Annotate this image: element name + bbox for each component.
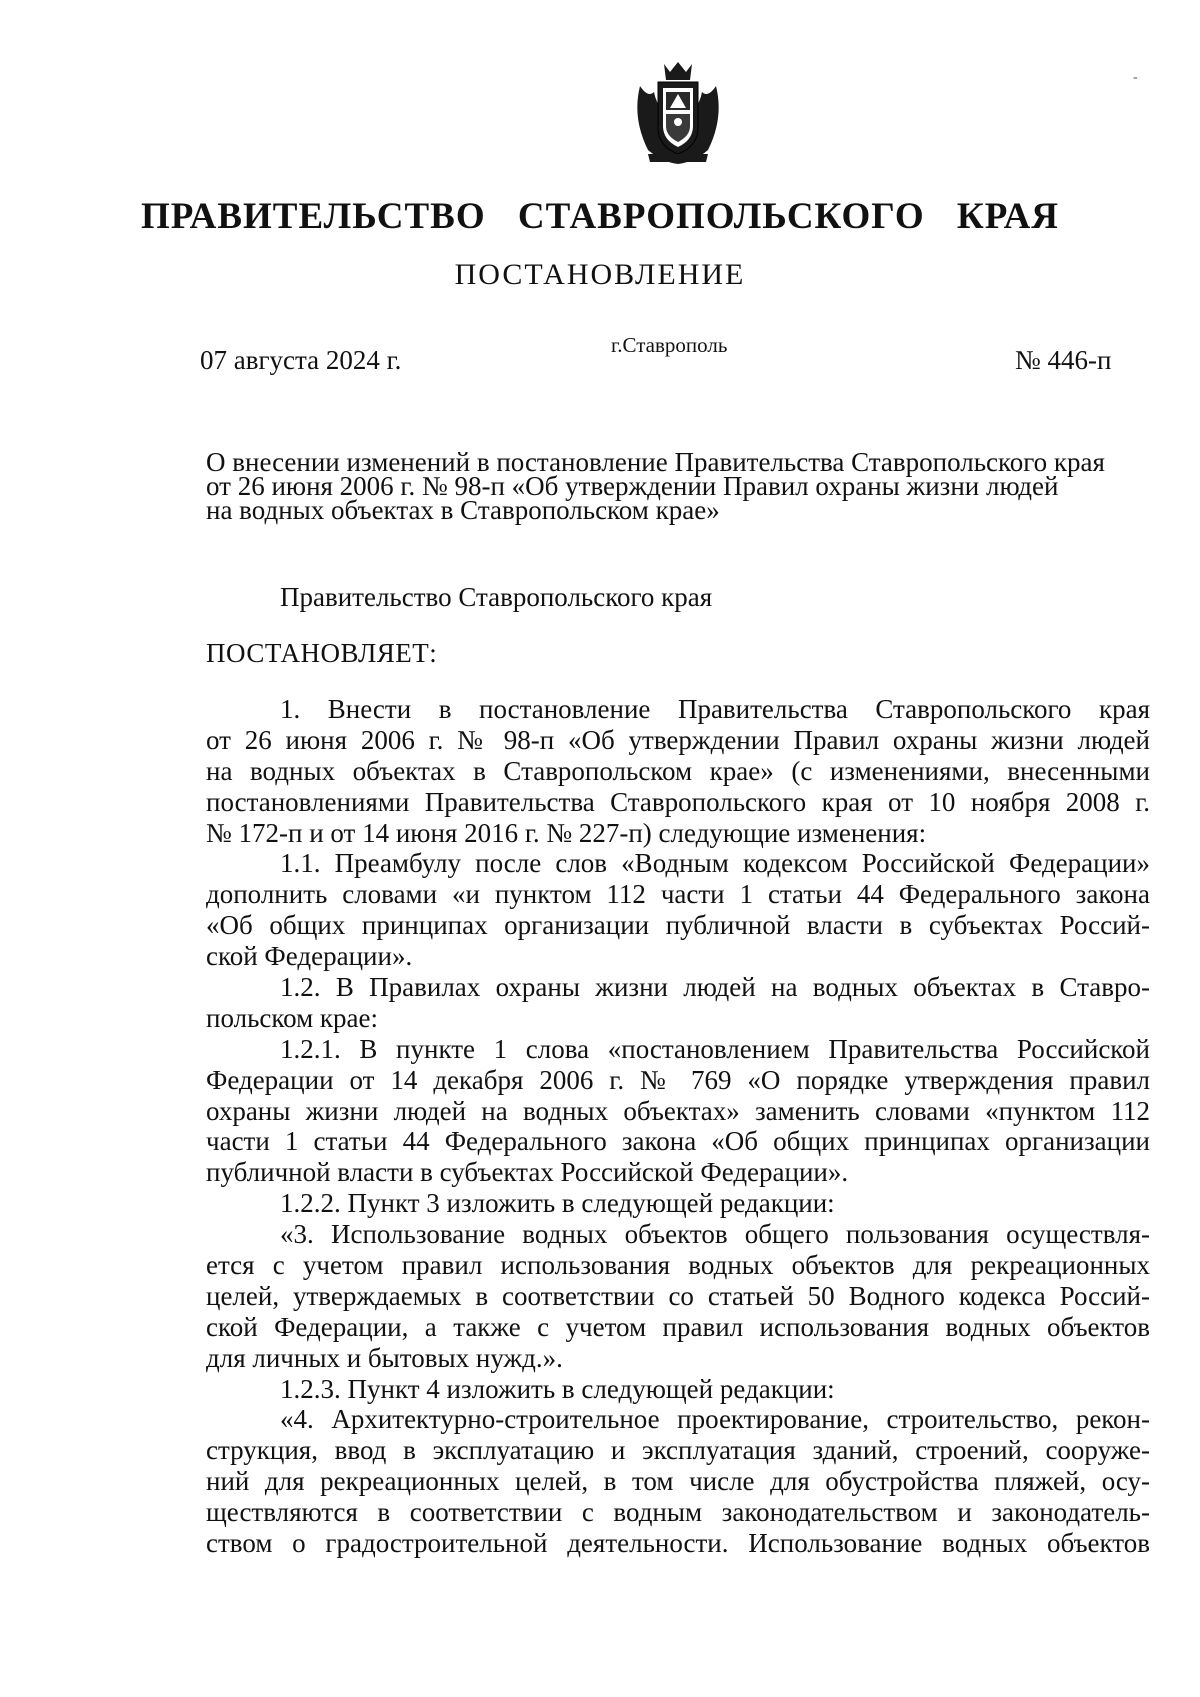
resolves-heading: ПОСТАНОВЛЯЕТ: [206, 638, 438, 668]
body-line: 1.2.2. Пункт 3 изложить в следующей редакции: [280, 1188, 835, 1219]
page-mark: - [1133, 70, 1138, 85]
body-line: публичной власти в субъектах Российской Федерации». [206, 1157, 849, 1188]
body-line: ществляются в соответствии с водным законодательством и законодатель- [206, 1497, 1150, 1528]
doc-city: г.Ставрополь [611, 333, 728, 357]
doc-type: ПОСТАНОВЛЕНИЕ [454, 258, 746, 291]
coat-of-arms-icon [628, 58, 728, 168]
body-line: 1.2.3. Пункт 4 изложить в следующей редакции: [280, 1373, 835, 1404]
subject-line: от 26 июня 2006 г. № 98-п «Об утверждении Правил охраны жизни людей [206, 471, 1059, 501]
body-line: 1.2. В Правилах охраны жизни людей на водных объектах в Ставро- [280, 972, 1150, 1003]
body-line: 1.2.1. В пункте 1 слова «постановлением Правительства Российской [280, 1033, 1150, 1064]
body-line: ством о градостроительной деятельности. Использование водных объектов [206, 1528, 1150, 1559]
body-line: «Об общих принципах организации публичной власти в субъектах Россий- [206, 910, 1150, 941]
body-line: 1. Внести в постановление Правительства Ставропольского края [280, 694, 1150, 724]
body-line: ется с учетом правил использования водных объектов для рекреационных [206, 1250, 1150, 1281]
doc-number: № 446-п [1015, 345, 1112, 375]
body-line: для личных и бытовых нужд.». [206, 1342, 563, 1373]
body-line: целей, утверждаемых в соответствии со статьей 50 Водного кодекса Россий- [206, 1280, 1150, 1311]
body-line: струкция, ввод в эксплуатацию и эксплуатация зданий, строений, сооруже- [206, 1435, 1150, 1466]
body-line: части 1 статьи 44 Федерального закона «Об общих принципах организации [206, 1126, 1150, 1157]
body-line: польском крае: [206, 1002, 379, 1033]
body-line: «4. Архитектурно-строительное проектирование, строительство, рекон- [280, 1404, 1150, 1435]
preamble: Правительство Ставропольского края [280, 582, 713, 612]
body-line: ний для рекреационных целей, в том числе для обустройства пляжей, осу- [206, 1466, 1150, 1497]
body-line: на водных объектах в Ставропольском крае» (с изменениями, внесенными [206, 755, 1150, 786]
body-line: охраны жизни людей на водных объектах» заменить словами «пунктом 112 [206, 1095, 1150, 1126]
body-line: Федерации от 14 декабря 2006 г. № 769 «О порядке утверждения правил [206, 1064, 1150, 1095]
body-line: ской Федерации». [206, 941, 413, 972]
body-line: «3. Использование водных объектов общего пользования осуществля- [280, 1219, 1150, 1250]
subject-line: О внесении изменений в постановление Правительства Ставропольского края [206, 447, 1105, 477]
doc-date: 07 августа 2024 г. [200, 345, 402, 375]
subject-line: на водных объектах в Ставропольском крае» [206, 495, 720, 525]
body-line: № 172-п и от 14 июня 2016 г. № 227-п) следующие изменения: [206, 817, 927, 848]
org-title: ПРАВИТЕЛЬСТВО СТАВРОПОЛЬСКОГО КРАЯ [140, 196, 1060, 237]
body-line: дополнить словами «и пунктом 112 части 1 статьи 44 Федерального закона [206, 879, 1150, 910]
body-line: от 26 июня 2006 г. № 98-п «Об утверждении Правил охраны жизни людей [206, 724, 1150, 755]
body-text [206, 694, 1150, 1559]
body-line: ской Федерации, а также с учетом правил использования водных объектов [206, 1311, 1150, 1342]
body-line: постановлениями Правительства Ставропольского края от 10 ноября 2008 г. [206, 786, 1150, 817]
body-line: 1.1. Преамбулу после слов «Водным кодексом Российской Федерации» [280, 848, 1150, 879]
doc-subject [206, 447, 1152, 525]
